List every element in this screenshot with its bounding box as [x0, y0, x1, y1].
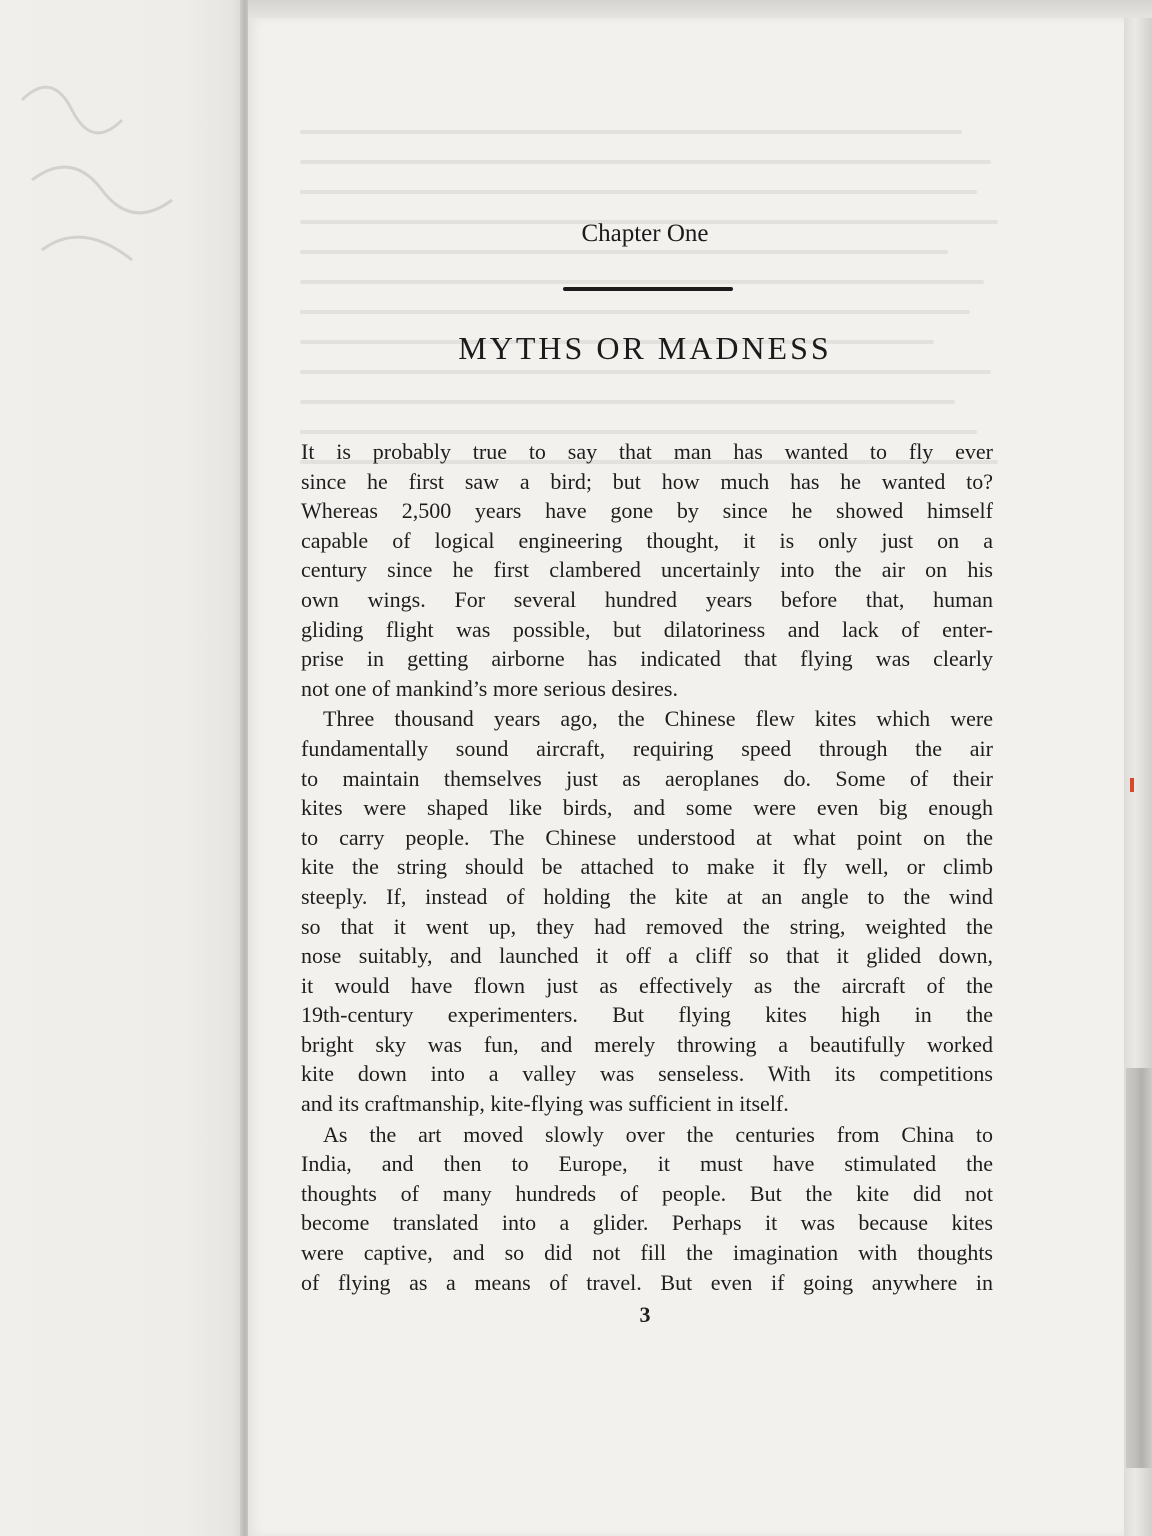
chapter-title: MYTHS OR MADNESS — [458, 330, 832, 366]
text-line: gliding flight was possible, but dilatoriness and lack of enter- — [301, 616, 993, 642]
edge-shadow — [1126, 1068, 1152, 1468]
left-page-bleedthrough — [12, 60, 212, 280]
text-line: It is probably true to say that man has wanted to fly ever — [301, 439, 993, 464]
paragraph — [301, 437, 993, 703]
text-line: India, and then to Europe, it must have stimulated the — [301, 1151, 993, 1177]
text-line: fundamentally sound aircraft, requiring speed through the air — [301, 735, 993, 761]
text-line: capable of logical engineering thought, it is only just on a — [301, 527, 993, 553]
chapter-number: Chapter One — [581, 220, 709, 247]
paragraph — [301, 704, 993, 1118]
text-line: thoughts of many hundreds of people. But the kite did not — [301, 1180, 993, 1206]
text-line: 19th-century experimenters. But flying kites high in the — [301, 1002, 993, 1028]
text-line: not one of mankind’s more serious desires. — [301, 675, 678, 701]
text-line: so that it went up, they had removed the string, weighted the — [301, 913, 993, 939]
text-line: and its craftmanship, kite-flying was sufficient in itself. — [301, 1091, 789, 1117]
text-line: it would have flown just as effectively as the aircraft of the — [301, 972, 993, 998]
text-line: As the art moved slowly over the centuries from China to — [323, 1121, 993, 1147]
text-line: own wings. For several hundred years before that, human — [301, 586, 993, 612]
text-line: kites were shaped like birds, and some were even big enough — [301, 795, 993, 821]
chapter-divider-rule — [563, 287, 733, 291]
red-mark — [1130, 778, 1134, 792]
text-line: were captive, and so did not fill the imagination with thoughts — [301, 1240, 993, 1266]
left-page — [0, 0, 246, 1536]
text-line: steeply. If, instead of holding the kite at an angle to the wind — [301, 883, 993, 909]
page-top-edge — [248, 0, 1152, 20]
text-line: nose suitably, and launched it off a cliff so that it glided down, — [301, 943, 993, 969]
text-line: prise in getting airborne has indicated that flying was clearly — [301, 646, 993, 672]
page-edge-right — [1124, 18, 1152, 1536]
text-line: century since he first clambered uncertainly into the air on his — [301, 557, 993, 583]
text-line: kite the string should be attached to make it fly well, or climb — [301, 854, 993, 880]
text-line: Whereas 2,500 years have gone by since he showed himself — [301, 498, 993, 524]
text-line: kite down into a valley was senseless. With its competitions — [301, 1061, 993, 1087]
text-line: become translated into a glider. Perhaps it was because kites — [301, 1210, 993, 1236]
text-line: since he first saw a bird; but how much has he wanted to? — [301, 468, 993, 494]
text-line: Three thousand years ago, the Chinese flew kites which were — [323, 706, 993, 732]
text-line: to carry people. The Chinese understood at what point on the — [301, 824, 993, 850]
text-line: bright sky was fun, and merely throwing a beautifully worked — [301, 1031, 993, 1057]
paragraph — [301, 1120, 993, 1298]
body-text — [301, 437, 993, 1297]
page-number: 3 — [639, 1302, 651, 1327]
text-line: of flying as a means of travel. But even if going anywhere in — [301, 1269, 993, 1295]
text-line: to maintain themselves just as aeroplanes do. Some of their — [301, 765, 993, 791]
